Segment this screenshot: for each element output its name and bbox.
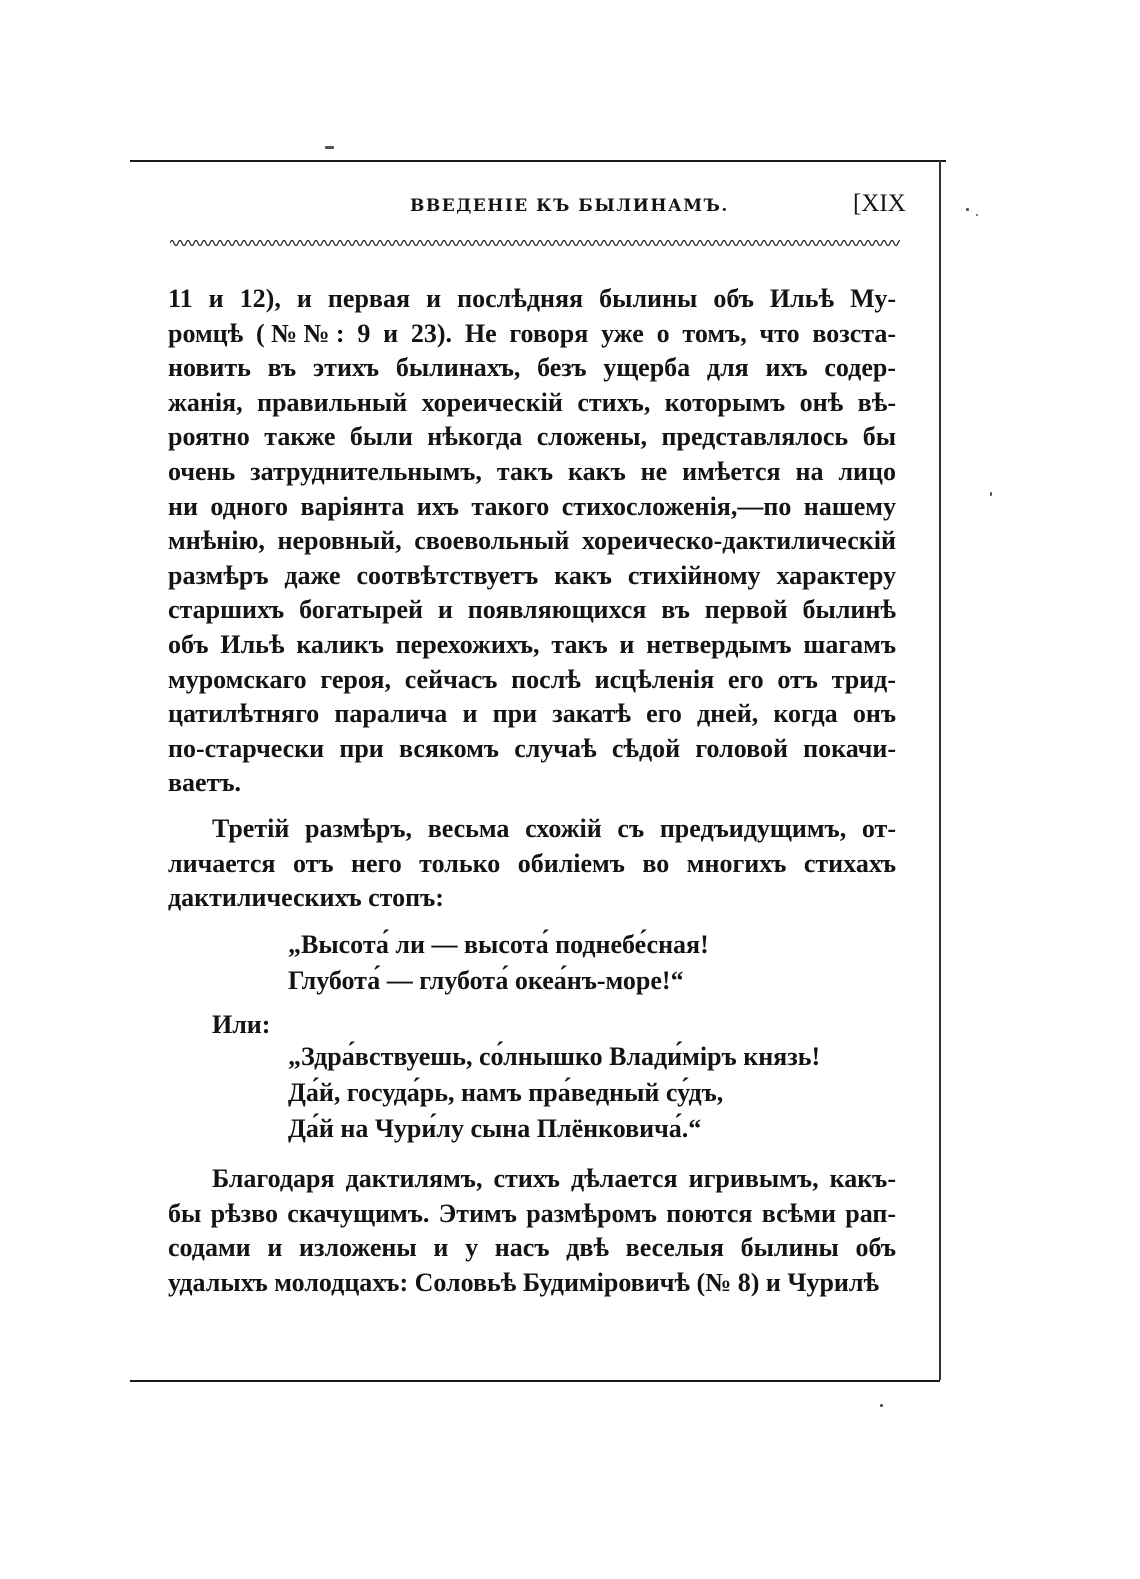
paragraph2-line: Третій размѣръ, весьма схожій съ предъидущимъ, от- xyxy=(212,814,896,843)
paragraph1-line: муромскаго героя, сейчасъ послѣ исцѣленія его отъ трид- xyxy=(168,664,896,694)
wavy-header-rule xyxy=(170,236,900,250)
verse2-line: „Здра́вствуешь, со́лнышко Влади́міръ князь! xyxy=(288,1042,821,1071)
paragraph3-line: бы рѣзво скачущимъ. Этимъ размѣромъ поются всѣми рап- xyxy=(168,1198,896,1228)
paragraph1-line: размѣръ даже соотвѣтствуетъ какъ стихійному характеру xyxy=(168,560,896,590)
paragraph1-line: мнѣнію, неровный, своевольный хореическо-дактилическій xyxy=(168,526,896,556)
wavy-line xyxy=(170,241,900,246)
paragraph1-line: новить въ этихъ былинахъ, безъ ущерба для ихъ содер- xyxy=(168,353,896,383)
paragraph3-line: содами и изложены и у насъ двѣ веселыя былины объ xyxy=(168,1233,896,1263)
paragraph1-line: 11 и 12), и первая и послѣдняя былины объ Ильѣ Му- xyxy=(168,284,896,313)
paragraph1-line: цатилѣтняго паралича и при закатѣ его дней, когда онъ xyxy=(168,699,896,729)
paragraph3-line: Благодаря дактилямъ, стихъ дѣлается игривымъ, какъ- xyxy=(212,1164,896,1193)
top-rule xyxy=(130,160,946,162)
paragraph1-line: по-старчески при всякомъ случаѣ сѣдой головой покачи- xyxy=(168,733,896,763)
verse2-line: Да́й, госуда́рь, намъ пра́ведный су́дъ, xyxy=(288,1078,724,1107)
paragraph2-line: дактилическихъ стопъ: xyxy=(168,883,444,913)
right-margin-rule xyxy=(939,160,941,1380)
paragraph3-line: удалыхъ молодцахъ: Соловьѣ Будиміровичѣ (№ 8) и Чурилѣ xyxy=(168,1267,880,1297)
running-head: ВВЕДЕНІЕ КЪ БЫЛИНАМЪ. xyxy=(410,196,729,216)
page-number: [XIX xyxy=(853,190,906,217)
paragraph1-line: очень затруднительнымъ, такъ какъ не имѣется на лицо xyxy=(168,457,896,486)
print-speck xyxy=(966,208,969,211)
paragraph1-line: жанія, правильный хореическій стихъ, которымъ онѣ вѣ- xyxy=(168,387,896,417)
paragraph1-line: ромцѣ (№№: 9 и 23). Не говоря уже о томъ, что возста- xyxy=(168,318,896,348)
bottom-rule xyxy=(130,1380,940,1382)
paragraph1-line: роятно также были нѣкогда сложены, представлялось бы xyxy=(168,422,896,452)
or-label: Или: xyxy=(212,1010,271,1039)
paragraph1-line: ваетъ. xyxy=(168,768,242,798)
paragraph2-line: личается отъ него только обиліемъ во многихъ стихахъ xyxy=(168,848,896,878)
print-speck xyxy=(325,146,334,149)
paragraph1-line: ни одного варіянта ихъ такого стихосложенія,—по нашему xyxy=(168,491,896,521)
print-speck xyxy=(880,1404,883,1407)
paragraph1-line: старшихъ богатырей и появляющихся въ первой былинѣ xyxy=(168,595,896,625)
verse1-line: Глубота́ — глубота́ океа́нъ-море!“ xyxy=(288,966,684,995)
paragraph1-line: объ Ильѣ каликъ перехожихъ, такъ и нетвердымъ шагамъ xyxy=(168,630,896,659)
verse1-line: „Высота́ ли — высота́ поднебе́сная! xyxy=(288,930,709,959)
print-speck xyxy=(990,492,992,496)
print-speck xyxy=(976,214,978,216)
verse2-line: Да́й на Чури́лу сына Плёнковича́.“ xyxy=(288,1114,702,1143)
